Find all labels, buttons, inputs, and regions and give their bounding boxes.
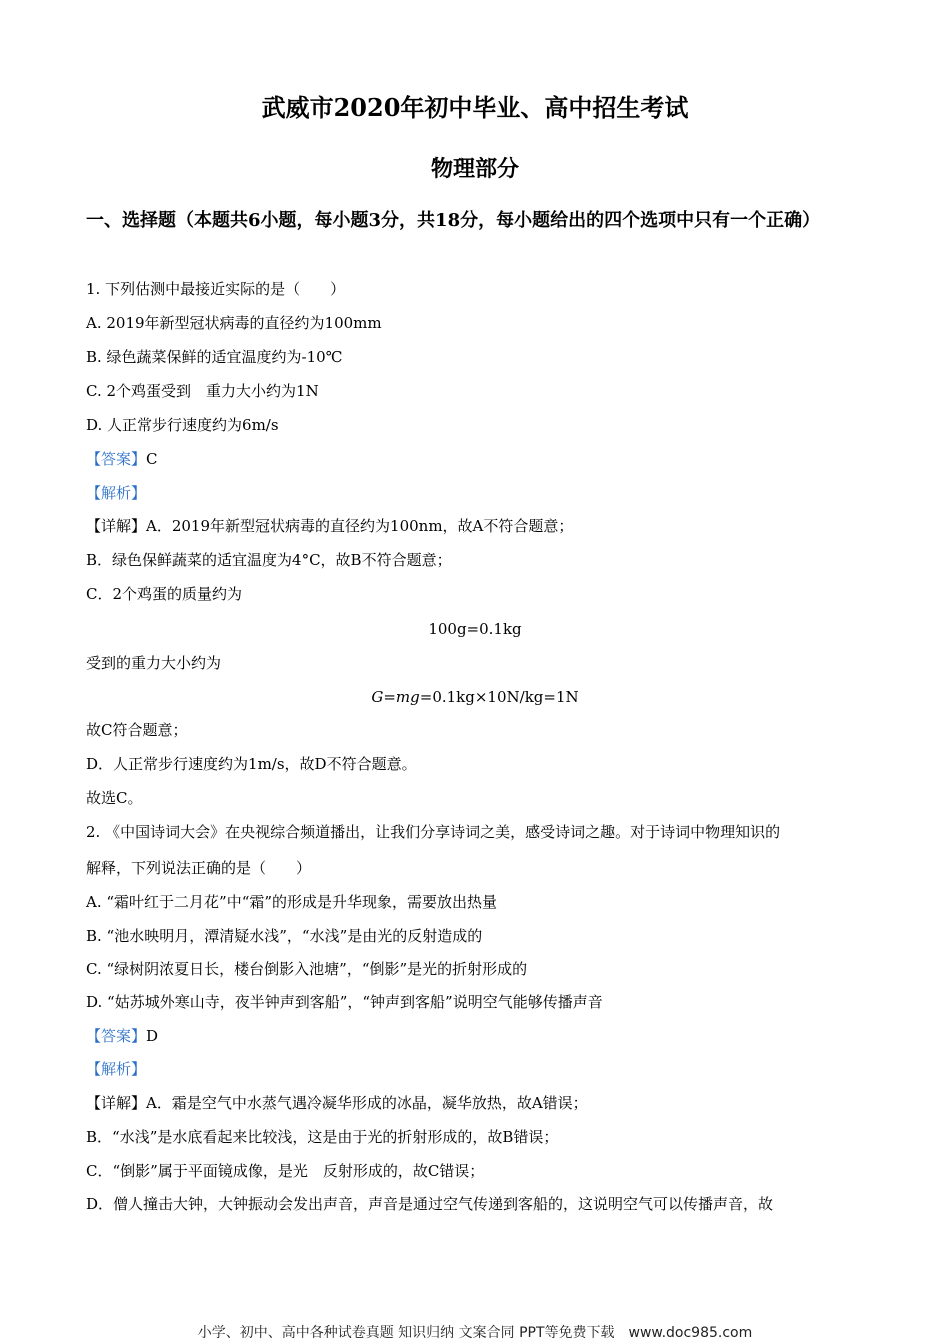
detail-tag: 【详解】: [86, 1094, 147, 1112]
q2-detail-b: B．“水浅”是水底看起来比较浅，这是由于光的折射形成的，故B错误；: [86, 1128, 559, 1146]
answer-value: C: [146, 450, 158, 468]
q1-equation-gravity: [0, 687, 950, 707]
detail-text: A．霜是空气中水蒸气遇冷凝华形成的冰晶，凝华放热，故A错误；: [146, 1094, 588, 1112]
q1-detail-a: [86, 516, 573, 536]
q1-analysis-tag: 【解析】: [86, 484, 147, 502]
q2-stem-line2: 解释，下列说法正确的是（ ）: [86, 859, 312, 877]
q2-answer: [86, 1026, 158, 1046]
page-footer: 小学、初中、高中各种试卷真题 知识归纳 文案合同 PPT等免费下载 www.doc985.com: [197, 1325, 753, 1341]
eq-symbol-mg: mg: [395, 688, 420, 706]
q1-final: 故选C。: [86, 789, 143, 807]
q1-c-conclusion: 故C符合题意；: [86, 721, 188, 739]
q2-detail-a: [86, 1093, 588, 1113]
q1-stem: 1. 下列估测中最接近实际的是（ ）: [86, 280, 346, 298]
q2-analysis-tag: 【解析】: [86, 1060, 147, 1078]
q1-detail-d: D．人正常步行速度约为1m/s，故D不符合题意。: [86, 755, 417, 773]
page-subtitle: 物理部分: [430, 156, 519, 182]
q2-detail-c: C．“倒影”属于平面镜成像，是光 反射形成的，故C错误；: [86, 1162, 485, 1180]
q1-gravity-intro: 受到的重力大小约为: [86, 654, 222, 672]
q1-detail-c: C．2个鸡蛋的质量约为: [86, 585, 243, 603]
q2-option-b: B. “池水映明月，潭清疑水浅”，“水浅”是由光的反射造成的: [86, 927, 483, 945]
answer-tag: 【答案】: [86, 1027, 147, 1045]
q1-option-c: C. 2个鸡蛋受到 重力大小约为1N: [86, 382, 319, 400]
q1-option-b: B. 绿色蔬菜保鲜的适宜温度约为-10℃: [86, 348, 343, 366]
eq-equals: =: [383, 688, 396, 706]
detail-text: A．2019年新型冠状病毒的直径约为100nm，故A不符合题意；: [146, 517, 574, 535]
q2-detail-d: D．僧人撞击大钟，大钟振动会发出声音，声音是通过空气传递到客船的，这说明空气可以传播声音，故: [86, 1195, 774, 1213]
q2-stem-line1: 2. 《中国诗词大会》在央视综合频道播出，让我们分享诗词之美，感受诗词之趣。对于诗词中物理知识的: [86, 823, 781, 841]
q1-option-d: D. 人正常步行速度约为6m/s: [86, 416, 279, 434]
q1-option-a: A. 2019年新型冠状病毒的直径约为100mm: [86, 314, 382, 332]
eq-rest: =0.1kg×10N/kg=1N: [419, 688, 579, 706]
section-heading: 一、选择题（本题共6小题，每小题3分，共18分，每小题给出的四个选项中只有一个正确）: [86, 210, 821, 231]
q1-detail-b: B．绿色保鲜蔬菜的适宜温度为4°C，故B不符合题意；: [86, 551, 452, 569]
q1-answer: [86, 449, 158, 469]
answer-tag: 【答案】: [86, 450, 147, 468]
page-title: 武威市2020年初中毕业、高中招生考试: [261, 93, 689, 122]
q2-option-c: C. “绿树阴浓夏日长，楼台倒影入池塘”，“倒影”是光的折射形成的: [86, 960, 528, 978]
answer-value: D: [146, 1027, 159, 1045]
q2-option-a: A. “霜叶红于二月花”中“霜”的形成是升华现象，需要放出热量: [86, 893, 498, 911]
q1-equation-mass: 100g=0.1kg: [428, 620, 522, 638]
detail-tag: 【详解】: [86, 517, 147, 535]
eq-symbol-g: G: [371, 688, 384, 706]
q2-option-d: D. “姑苏城外寒山寺，夜半钟声到客船”，“钟声到客船”说明空气能够传播声音: [86, 993, 603, 1011]
